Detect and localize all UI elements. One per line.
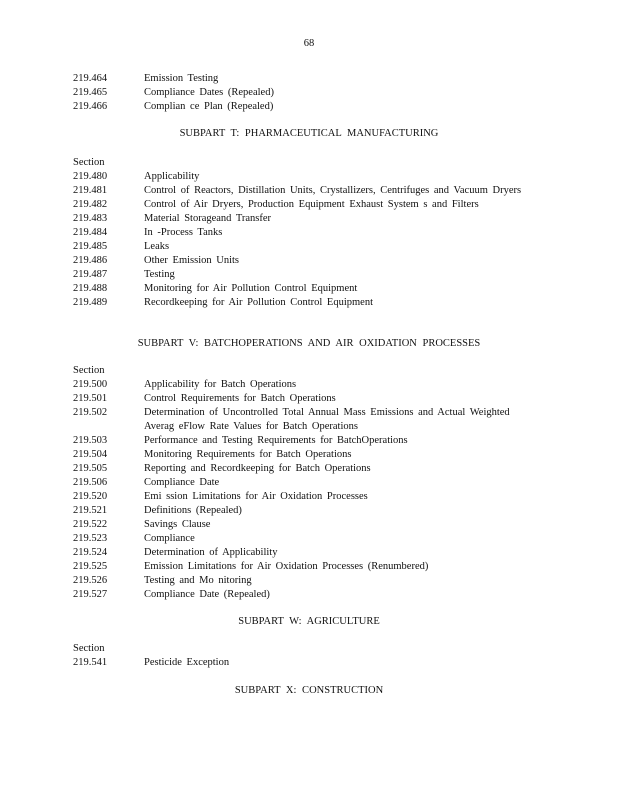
section-title: Pesticide Exception xyxy=(144,657,230,668)
list-item xyxy=(73,72,533,86)
list-item xyxy=(73,448,533,462)
section-title: Recordkeeping for Air Pollution Control Equipment xyxy=(144,297,374,308)
list-item xyxy=(73,462,533,476)
section-number: 219.486 xyxy=(73,255,108,266)
list-item xyxy=(73,240,533,254)
section-number: 219.521 xyxy=(73,505,108,516)
list-item xyxy=(73,212,533,226)
section-number: 219.465 xyxy=(73,87,108,98)
list-item xyxy=(73,254,533,268)
list-item xyxy=(73,476,533,490)
subpart-w-list xyxy=(73,642,533,670)
list-item xyxy=(73,378,533,392)
section-title: Testing xyxy=(144,269,175,280)
section-number: 219.502 xyxy=(73,407,108,418)
section-title: Compliance Date xyxy=(144,477,220,488)
section-title: Emission Testing xyxy=(144,73,219,84)
section-title: Monitoring Requirements for Batch Operations xyxy=(144,449,352,460)
list-item xyxy=(73,282,533,296)
list-item xyxy=(73,198,533,212)
page-number: 68 xyxy=(303,38,315,49)
list-item xyxy=(73,574,533,588)
section-number: 219.481 xyxy=(73,185,108,196)
list-item xyxy=(73,86,533,100)
section-number: 219.527 xyxy=(73,589,108,600)
list-item xyxy=(73,406,533,434)
section-number: 219.505 xyxy=(73,463,108,474)
section-number: 219.464 xyxy=(73,73,108,84)
section-number: 219.489 xyxy=(73,297,108,308)
section-label: Section xyxy=(73,157,105,168)
section-number: 219.484 xyxy=(73,227,108,238)
section-number: 219.466 xyxy=(73,101,108,112)
section-number: 219.503 xyxy=(73,435,108,446)
section-number: 219.482 xyxy=(73,199,108,210)
section-title: Material Storageand Transfer xyxy=(144,213,272,224)
list-item xyxy=(73,490,533,504)
subpart-v-list xyxy=(73,364,533,602)
list-item xyxy=(73,656,533,670)
section-number: 219.526 xyxy=(73,575,108,586)
section-title: Compliance Dates (Repealed) xyxy=(144,87,274,98)
section-number: 219.483 xyxy=(73,213,108,224)
section-title: Emi ssion Limitations for Air Oxidation Processes xyxy=(144,491,368,502)
section-title: Applicability xyxy=(144,171,200,182)
list-item xyxy=(73,560,533,574)
section-number: 219.480 xyxy=(73,171,108,182)
section-title: Determination of Applicability xyxy=(144,547,278,558)
section-title: Compliance Date (Repealed) xyxy=(144,589,270,600)
section-title: Reporting and Recordkeeping for Batch Operations xyxy=(144,463,371,474)
section-title: Definitions (Repealed) xyxy=(144,505,242,516)
section-number: 219.487 xyxy=(73,269,108,280)
list-item xyxy=(73,434,533,448)
section-number: 219.485 xyxy=(73,241,108,252)
section-number: 219.522 xyxy=(73,519,108,530)
section-label: Section xyxy=(73,365,105,376)
section-number: 219.520 xyxy=(73,491,108,502)
section-title: Leaks xyxy=(144,241,170,252)
section-title: Applicability for Batch Operations xyxy=(144,379,297,390)
section-title: Testing and Mo nitoring xyxy=(144,575,252,586)
section-title: Performance and Testing Requirements for BatchOperations xyxy=(144,435,408,446)
section-title: Other Emission Units xyxy=(144,255,239,266)
section-title: Control of Air Dryers, Production Equipment Exhaust System s and Filters xyxy=(144,199,479,210)
section-title: Compliance xyxy=(144,533,195,544)
section-title: Savings Clause xyxy=(144,519,211,530)
list-item xyxy=(73,546,533,560)
section-number: 219.525 xyxy=(73,561,108,572)
section-number: 219.500 xyxy=(73,379,108,390)
section-title: Determination of Uncontrolled Total Annual Mass Emissions and Actual Weighted Averag eFlow Rate Values for Batch Operations xyxy=(144,407,510,432)
subpart-t-list xyxy=(73,156,533,310)
section-title: Emission Limitations for Air Oxidation Processes (Renumbered) xyxy=(144,561,429,572)
section-number: 219.488 xyxy=(73,283,108,294)
list-item xyxy=(73,226,533,240)
section-number: 219.524 xyxy=(73,547,108,558)
section-number: 219.523 xyxy=(73,533,108,544)
list-item xyxy=(73,100,533,114)
top-entries-list xyxy=(73,72,533,114)
list-item xyxy=(73,184,533,198)
section-title: Control Requirements for Batch Operations xyxy=(144,393,336,404)
section-number: 219.541 xyxy=(73,657,108,668)
section-title: Complian ce Plan (Repealed) xyxy=(144,101,274,112)
subpart-w-heading: SUBPART W: AGRICULTURE xyxy=(238,616,380,627)
subpart-x-heading: SUBPART X: CONSTRUCTION xyxy=(234,685,384,696)
list-item xyxy=(73,532,533,546)
section-title: Monitoring for Air Pollution Control Equipment xyxy=(144,283,358,294)
section-title: Control of Reactors, Distillation Units, Crystallizers, Centrifuges and Vacuum Dryers xyxy=(144,185,522,196)
section-number: 219.501 xyxy=(73,393,108,404)
list-item xyxy=(73,170,533,184)
section-number: 219.504 xyxy=(73,449,108,460)
subpart-t-heading: SUBPART T: PHARMACEUTICAL MANUFACTURING xyxy=(179,128,439,139)
list-item xyxy=(73,588,533,602)
list-item xyxy=(73,392,533,406)
list-item xyxy=(73,296,533,310)
section-label: Section xyxy=(73,643,105,654)
section-number: 219.506 xyxy=(73,477,108,488)
section-title: In -Process Tanks xyxy=(144,227,223,238)
list-item xyxy=(73,518,533,532)
subpart-v-heading: SUBPART V: BATCHOPERATIONS AND AIR OXIDATION PROCESSES xyxy=(137,338,481,349)
list-item xyxy=(73,504,533,518)
list-item xyxy=(73,268,533,282)
